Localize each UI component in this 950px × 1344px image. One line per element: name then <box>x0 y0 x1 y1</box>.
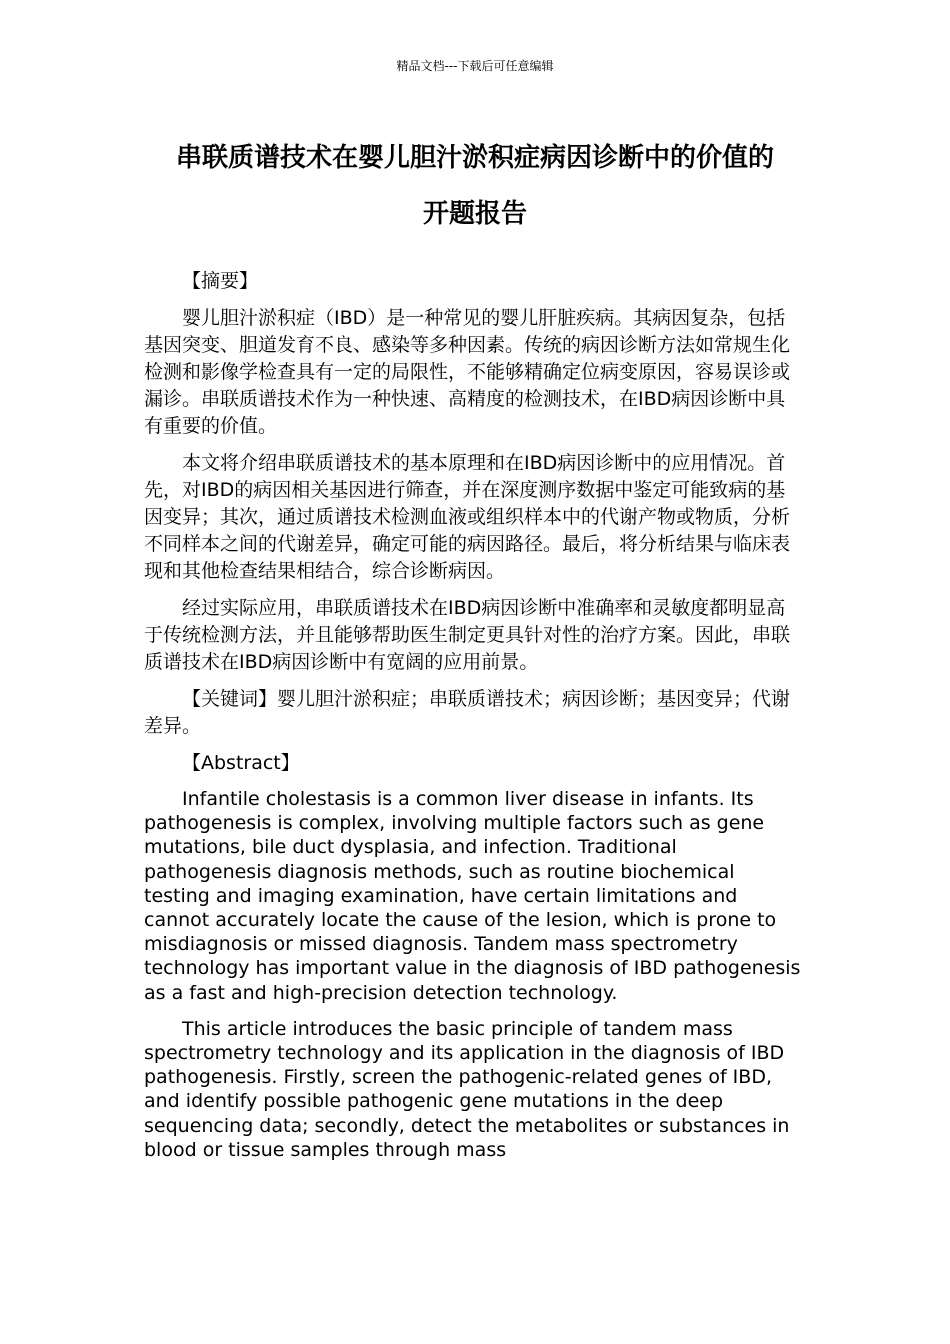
document-title <box>140 130 810 242</box>
title-line-1: 串联质谱技术在婴儿胆汁淤积症病因诊断中的价值的 <box>175 143 774 173</box>
en-paragraph-1: Infantile cholestasis is a common liver disease in infants. Its pathogenesis is complex, involving multiple factors such as gene mutations, bile duct dysplasia, and infection. Traditional pathogenesis diagnosis methods, such as routine biochemical testing and imaging examination, have certain limitations and cannot accurately locate the cause of the lesion, which is prone to misdiagnosis or missed diagnosis. Tandem mass spectrometry technology has important value in the diagnosis of IBD pathogenesis as a fast and high-precision detection technology. <box>144 788 801 1004</box>
cn-paragraph-1: 婴儿胆汁淤积症（IBD）是一种常见的婴儿肝脏疾病。其病因复杂，包括基因突变、胆道发育不良、感染等多种因素。传统的病因诊断方法如常规生化检测和影像学检查具有一定的局限性，不能够精确定位病变原因，容易误诊或漏诊。串联质谱技术作为一种快速、高精度的检测技术，在IBD病因诊断中具有重要的价值。 <box>144 307 791 437</box>
header-note: 精品文档---下载后可任意编辑 <box>396 59 554 73</box>
abstract-heading-cn: 【摘要】 <box>182 270 259 292</box>
title-line-2: 开题报告 <box>422 199 527 229</box>
keywords-cn: 【关键词】婴儿胆汁淤积症；串联质谱技术；病因诊断；基因变异；代谢差异。 <box>144 688 791 737</box>
cn-paragraph-2: 本文将介绍串联质谱技术的基本原理和在IBD病因诊断中的应用情况。首先，对IBD的病因相关基因进行筛查，并在深度测序数据中鉴定可能致病的基因变异；其次，通过质谱技术检测血液或组织样本中的代谢产物或物质，分析不同样本之间的代谢差异，确定可能的病因路径。最后，将分析结果与临床表现和其他检查结果相结合，综合诊断病因。 <box>144 452 791 582</box>
cn-paragraph-3: 经过实际应用，串联质谱技术在IBD病因诊断中准确率和灵敏度都明显高于传统检测方法，并且能够帮助医生制定更具针对性的治疗方案。因此，串联质谱技术在IBD病因诊断中有宽阔的应用前景。 <box>144 597 791 673</box>
document-body <box>144 268 804 1174</box>
abstract-heading-en: 【Abstract】 <box>182 752 300 774</box>
en-paragraph-2: This article introduces the basic principle of tandem mass spectrometry technology and its application in the diagnosis of IBD pathogenesis. Firstly, screen the pathogenic-related genes of IBD, and identify possible pathogenic gene mutations in the deep sequencing data; secondly, detect the metabolites or substances in blood or tissue samples through mass <box>144 1017 790 1161</box>
